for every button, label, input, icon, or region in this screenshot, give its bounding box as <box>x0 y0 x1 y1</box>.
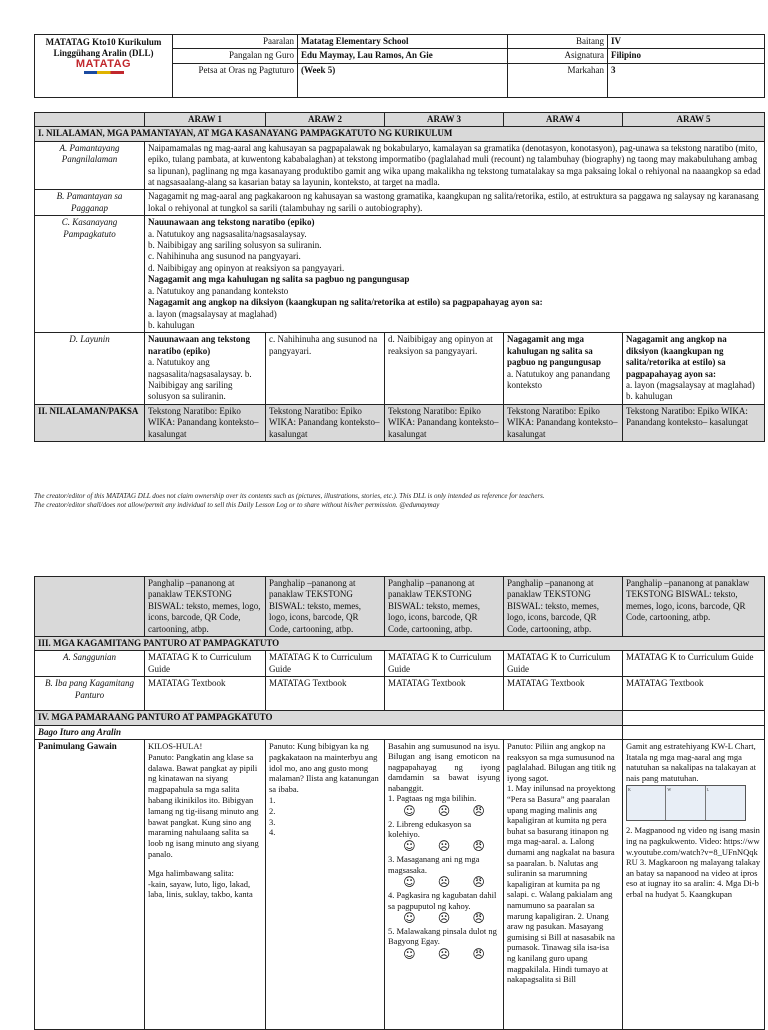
nilalaman-cont-day-4: Panghalip –pananong at panaklaw TEKSTONG BISWAL: teksto, memes, logo, icons, barcode, QR Code, cartooning, atbp. <box>504 577 623 637</box>
happy-face-icon[interactable]: ☺ <box>403 839 416 854</box>
petsa-value: (Week 5) <box>298 63 508 97</box>
layunin-day-5-heading: Nagagamit ang angkop na diksiyon (kaangkupan ng salita/retorika at estilo) sa pagpapahayag ayon sa: <box>626 334 727 379</box>
happy-face-icon[interactable]: ☺ <box>403 910 416 925</box>
nilalaman-day-5: Tekstong Naratibo: Epiko WIKA: Panandang konteksto– kasalungat <box>623 404 765 441</box>
bago-ituro-label: Bago Ituro ang Aralin <box>35 725 623 739</box>
kasanayan-line: c. Nahihinuha ang susunod na pangyayari. <box>148 251 301 262</box>
sad-face-icon[interactable]: ☹ <box>437 839 451 854</box>
kagamitan-day-4: MATATAG Textbook <box>504 677 623 711</box>
layunin-day-4-text: a. Natutukoy ang panandang konteksto <box>507 368 610 390</box>
day-1-header: ARAW 1 <box>145 113 266 127</box>
reaction-instructions: Panuto: Piliin ang angkop na reaksyon sa mga sumusunod na paglalahad. Bilugan ang titik ng iyong sagot. <box>507 741 616 783</box>
nilalaman-cont-day-1: Panghalip –pananong at panaklaw TEKSTONG BISWAL: teksto, memes, logo, icons, barcode, QR Code, cartooning, atbp. <box>145 577 266 637</box>
dll-title: MATATAG Kto10 Kurikulum Linggühang Aralin (DLL) <box>45 37 162 58</box>
sanggunian-day-1: MATATAG K to Curriculum Guide <box>145 651 266 677</box>
baitang-label: Baitang <box>508 35 608 49</box>
kasanayan-line: a. Natutukoy ang panandang konteksto <box>148 285 289 296</box>
bago-ituro-blank <box>623 725 765 739</box>
kasanayan-line: Nagagamit ang angkop na diksiyon (kaangkupan ng salita/retorika at estilo) sa pagpapahayag ayon sa: <box>148 297 543 308</box>
corner-cell <box>35 113 145 127</box>
nilalaman-label: II. NILALAMAN/PAKSA <box>35 404 145 441</box>
gawain-day-4 <box>504 740 623 1030</box>
logo-stripe <box>84 71 124 74</box>
kwl-column-w: W <box>666 786 705 820</box>
nilalaman-cont-day-2: Panghalip –pananong at panaklaw TEKSTONG BISWAL: teksto, memes, logo, icons, barcode, QR Code, cartooning, atbp. <box>266 577 385 637</box>
markahan-label: Markahan <box>508 63 608 97</box>
emoticon-row <box>388 839 500 854</box>
gawain-day-3 <box>385 740 504 1030</box>
sad-face-icon[interactable]: ☹ <box>437 803 451 818</box>
emoticon-row <box>388 875 500 890</box>
petsa-label: Petsa at Oras ng Pagtuturo <box>173 63 298 97</box>
emoticon-row <box>388 947 500 962</box>
layunin-day-3: d. Naibibigay ang opinyon at reaksiyon sa pangyayari. <box>385 333 504 404</box>
issue-item: 4. Pagkasira ng kagubatan dahil sa pagpuputol ng kahoy. <box>388 890 497 911</box>
kilos-hula-text: Panuto: Pangkatin ang klase sa dalawa. Bawat pangkat ay pipili ng kinatawan na siyang magpapahula sa mga salita habang ikinikilos ito. Bibigyan lamang ng tig-iisang minuto ang bawat pangkat. Kung sino ang maraming nahulaang salita sa loob ng isang minuto ang siyang panalo. <box>148 751 259 860</box>
angry-face-icon[interactable]: 😠 <box>472 875 485 890</box>
paaralan-value: Matatag Elementary School <box>298 35 508 49</box>
issue-item: 3. Masaganang ani ng mga magsasaka. <box>388 854 480 875</box>
sad-face-icon[interactable]: ☹ <box>437 875 451 890</box>
kwl-column-k: K <box>627 786 666 820</box>
gawain-day-1 <box>145 740 266 1030</box>
disclaimer <box>34 492 764 510</box>
sad-face-icon[interactable]: ☹ <box>437 910 451 925</box>
dll-main-table-continued <box>34 576 765 1030</box>
baitang-value: IV <box>608 35 765 49</box>
disclaimer-line-2: The creator/editor shall/does not allow/permit any individual to sell this Daily Lesson Log or to share without his/her permission. @edumaymay <box>34 501 440 509</box>
layunin-day-1-text: a. Natutukoy ang nagsasalita/nagsasalaysay. b. Naibibigay ang sariling solusyon sa suliranin. <box>148 357 252 402</box>
section-1-title: I. NILALAMAN, MGA PAMANTAYAN, AT MGA KASANAYANG PAMPAGKATUTO NG KURIKULUM <box>35 127 765 141</box>
asignatura-value: Filipino <box>608 49 765 63</box>
interview-item: 3. <box>269 816 276 827</box>
examples-label: Mga halimbawang salita: <box>148 867 234 878</box>
happy-face-icon[interactable]: ☺ <box>403 803 416 818</box>
day-5-header: ARAW 5 <box>623 113 765 127</box>
kasanayan-label: C. Kasanayang Pampagkatuto <box>35 216 145 333</box>
layunin-day-1-heading: Nauunawaan ang tekstong naratibo (epiko) <box>148 334 251 356</box>
interview-item: 4. <box>269 827 276 838</box>
pagganap-label: B. Pamantayan sa Pagganap <box>35 190 145 216</box>
emoticon-row <box>388 804 500 819</box>
sanggunian-day-5: MATATAG K to Curriculum Guide <box>623 651 765 677</box>
kagamitan-day-2: MATATAG Textbook <box>266 677 385 711</box>
guro-value: Edu Maymay, Lau Ramos, An Gie <box>298 49 508 63</box>
sanggunian-day-2: MATATAG K to Curriculum Guide <box>266 651 385 677</box>
matatag-logo: MATATAG <box>75 58 132 70</box>
layunin-day-1 <box>145 333 266 404</box>
happy-face-icon[interactable]: ☺ <box>403 875 416 890</box>
layunin-day-4 <box>504 333 623 404</box>
guro-label: Pangalan ng Guro <box>173 49 298 63</box>
asignatura-label: Asignatura <box>508 49 608 63</box>
nilalaman-day-2: Tekstong Naratibo: Epiko WIKA: Panandang konteksto– kasalungat <box>266 404 385 441</box>
kagamitan-label: B. Iba pang Kagamitang Panturo <box>35 677 145 711</box>
kwl-chart-image <box>626 785 746 821</box>
gawain-day-2 <box>266 740 385 1030</box>
nilalaman-day-3: Tekstong Naratibo: Epiko WIKA: Panandang konteksto– kasalungat <box>385 404 504 441</box>
angry-face-icon[interactable]: 😠 <box>472 910 485 925</box>
emoticon-row <box>388 911 500 926</box>
kasanayan-line: b. Naibibigay ang sariling solusyon sa suliranin. <box>148 240 322 251</box>
dll-main-table <box>34 112 765 442</box>
logo-cell <box>35 35 173 98</box>
pamantayang-label: A. Pamantayang Pangnilalaman <box>35 141 145 190</box>
panimulang-gawain-label: Panimulang Gawain <box>35 740 145 1030</box>
disclaimer-line-1: The creator/editor of this MATATAG DLL does not claim ownership over its contents such as (pictures, illustrations, stories, etc.). This DLL is only intended as reference for teachers. <box>34 492 545 500</box>
layunin-label: D. Layunin <box>35 333 145 404</box>
examples-words: -kain, sayaw, luto, ligo, lakad, laba, linis, suklay, takbo, kanta <box>148 878 253 900</box>
nilalaman-cont-label <box>35 577 145 637</box>
angry-face-icon[interactable]: 😠 <box>472 839 485 854</box>
header-table <box>34 34 765 98</box>
layunin-day-4-heading: Nagagamit ang mga kahulugan ng salita sa pagbuo ng pangungusap <box>507 334 602 368</box>
kwl-instructions: Gamit ang estratehiyang KW-L Chart, Itatala ng mga mag-aaral ang mga natutuhan sa nakalipas na talakayan at nais pang matutuhan. <box>626 741 757 783</box>
angry-face-icon[interactable]: 😠 <box>472 803 485 818</box>
sanggunian-day-4: MATATAG K to Curriculum Guide <box>504 651 623 677</box>
kilos-hula-title: KILOS-HULA! <box>148 741 203 752</box>
reaction-body: 1. May inilunsad na proyektong “Pera sa Basura” ang paaralan upang maging malinis ang kapaligiran at kumita ng pera buhat sa basurang itinapon ng mga mag-aaral. a. Lalong dumami ang nagkalat na basura sa paaralan. b. Nalutas ang suliranin sa marumning kapaligiran at kumita pa ng salapi. c. Walang pakialam ang namumuno sa paaralan sa marung kapaligiran. 2. Unang araw ng pasukan. Masayang gumising si Bill at nasasabik na pumasok. Tinawag sila isa-isa ng kanilang guro upang magpakilala. Hindi tumayo at nakapagsalita si Bill <box>507 783 616 985</box>
interview-item: 1. <box>269 795 276 806</box>
layunin-day-5-text: a. layon (magsalaysay at maglahad) b. kahulugan <box>626 379 755 402</box>
sanggunian-day-3: MATATAG K to Curriculum Guide <box>385 651 504 677</box>
paaralan-label: Paaralan <box>173 35 298 49</box>
interview-text: Panuto: Kung bibigyan ka ng pagkakataon na mainterbyu ang idol mo, ano ang gusto mong malaman? Ilista ang katanungan sa ibaba. <box>269 741 379 795</box>
layunin-day-5 <box>623 333 765 404</box>
nilalaman-cont-day-3: Panghalip –pananong at panaklaw TEKSTONG BISWAL: teksto, memes, logo, icons, barcode, QR Code, cartooning, atbp. <box>385 577 504 637</box>
issues-text: Basahin ang sumusunod na isyu. Bilugan ang isang emoticon na nagpapahayag ng iyong damdamin sa bawat isyung nabanggit. <box>388 741 500 793</box>
section-4-title: IV. MGA PAMARAANG PANTURO AT PAMPAGKATUTO <box>35 711 623 725</box>
kasanayan-line: b. kahulugan <box>148 319 195 330</box>
angry-face-icon[interactable]: 😠 <box>472 946 485 961</box>
kasanayan-line: Nauunawaan ang tekstong naratibo (epiko) <box>148 217 315 228</box>
day-3-header: ARAW 3 <box>385 113 504 127</box>
pamantayang-text: Naipamamalas ng mag-aaral ang kahusayan sa pagpapalawak ng bokabularyo, kamalayan sa gramatika (denotasyon, konotasyon), pag-unawa sa tekstong naratibo (mito, epiko, tulang pambata, at kuwentong kababalaghan) at tekstong impormatibo (paglalahad muli (recount) ng talambuhay (biography) ng taong may makabuluhang ambag sa lipunan), paglinang ng mga kasanayang produktibo gamit ang wika upang makalikha ng tekstong tumatalakay sa mga paksaing lokal o rehiyonal na naaangkop sa edad at nagsasaalang-alang sa kasarian batay sa layunin, konteksto, at target na madla. <box>145 141 765 190</box>
markahan-value: 3 <box>608 63 765 97</box>
day-2-header: ARAW 2 <box>266 113 385 127</box>
kasanayan-line: a. layon (magsalaysay at maglahad) <box>148 308 277 319</box>
kagamitan-day-5: MATATAG Textbook <box>623 677 765 711</box>
kagamitan-day-3: MATATAG Textbook <box>385 677 504 711</box>
pagganap-text: Nagagamit ng mag-aaral ang pagkakaroon ng kahusayan sa wastong gramatika, kaangkupan ng salita/retorika, estilo, at estruktura sa paggawa ng salaysay ng karanasang lokal o rehiyonal at tungkol sa sarili (talambuhay ng sarili o autobiography). <box>145 190 765 216</box>
nilalaman-cont-day-5: Panghalip –pananong at panaklaw TEKSTONG BISWAL: teksto, memes, logo, icons, barcode, QR Code, cartooning, atbp. <box>623 577 765 637</box>
kasanayan-line: d. Naibibigay ang opinyon at reaksiyon sa pangyayari. <box>148 262 345 273</box>
happy-face-icon[interactable]: ☺ <box>403 946 416 961</box>
issue-item: 2. Libreng edukasyon sa kolehiyo. <box>388 818 472 839</box>
kwl-rest: 2. Magpanood ng video ng isang masining na pagkukwento. Video: https://www.youtube.com/watch?v=8_UFnNQqkRU 3. Magkaroon ng malayang talakayan batay sa napanood na video at iproseso at iugnay ito sa aralin: 4. Mga Di-berbal na hudyat 5. Kaangkupan <box>626 825 761 899</box>
kasanayan-list <box>145 216 765 333</box>
kasanayan-line: a. Natutukoy ang nagsasalita/nagsasalaysay. <box>148 228 307 239</box>
kagamitan-day-1: MATATAG Textbook <box>145 677 266 711</box>
sanggunian-label: A. Sanggunian <box>35 651 145 677</box>
issue-item: 5. Malawakang pinsala dulot ng Bagyong Egay. <box>388 925 497 947</box>
section-3-title: III. MGA KAGAMITANG PANTURO AT PAMPAGKATUTO <box>35 637 765 651</box>
gawain-day-5 <box>623 740 765 1030</box>
interview-item: 2. <box>269 805 276 816</box>
section-4-blank <box>623 711 765 725</box>
kwl-column-l: L <box>706 787 710 793</box>
day-4-header: ARAW 4 <box>504 113 623 127</box>
nilalaman-day-1: Tekstong Naratibo: Epiko WIKA: Panandang konteksto– kasalungat <box>145 404 266 441</box>
sad-face-icon[interactable]: ☹ <box>437 946 451 961</box>
issue-item: 1. Pagtaas ng mga bilihin. <box>388 793 477 804</box>
nilalaman-day-4: Tekstong Naratibo: Epiko WIKA: Panandang konteksto– kasalungat <box>504 404 623 441</box>
layunin-day-2: c. Nahihinuha ang susunod na pangyayari. <box>266 333 385 404</box>
kasanayan-line: Nagagamit ang mga kahulugan ng salita sa pagbuo ng pangungusap <box>148 274 410 285</box>
